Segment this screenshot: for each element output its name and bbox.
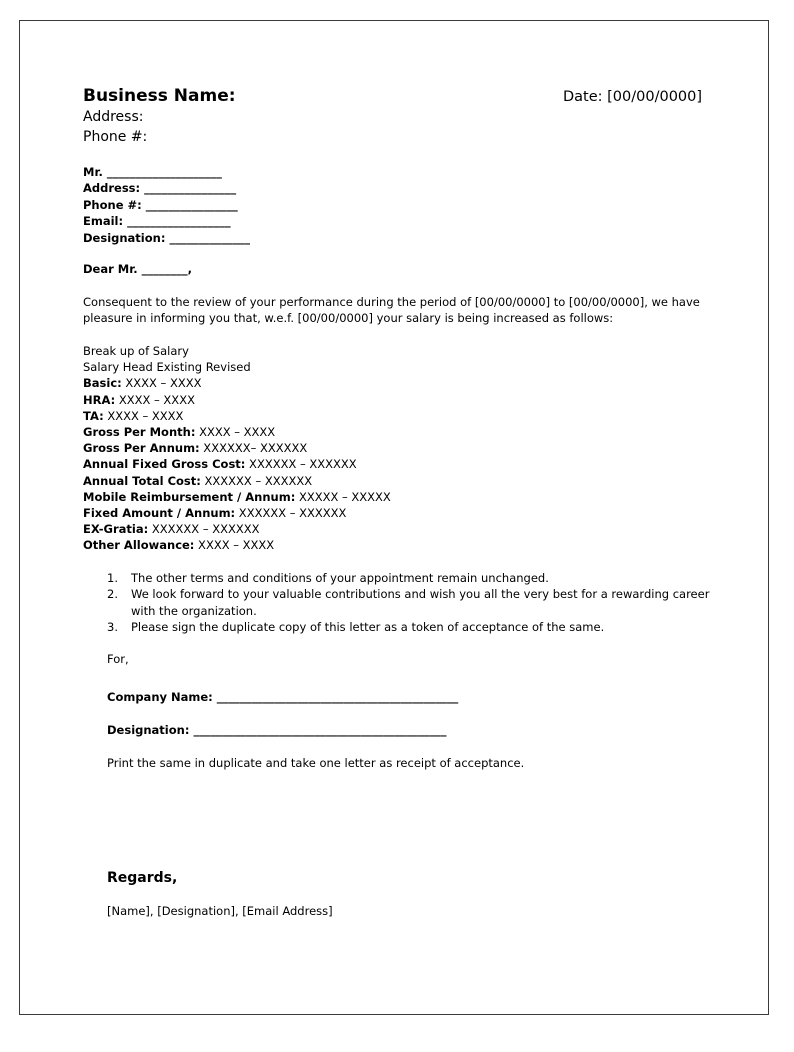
list-number: 1. (107, 571, 118, 585)
salary-row-gross-month (83, 424, 391, 440)
salary-label: Annual Fixed Gross Cost: (83, 457, 246, 472)
salary-value: XXXXXX – XXXXXX (148, 522, 260, 537)
business-name: Business Name: (83, 86, 236, 106)
business-phone: Phone #: (83, 129, 148, 145)
list-text: We look forward to your valuable contributions and wish you all the very best for a rewarding career with the organization. (131, 587, 710, 618)
salary-label: Annual Total Cost: (83, 473, 201, 488)
list-text: Please sign the duplicate copy of this letter as a token of acceptance of the same. (131, 620, 605, 635)
business-address: Address: (83, 109, 144, 125)
salary-value: XXXXX – XXXXX (295, 489, 391, 504)
salary-row-fixed-amount (83, 505, 391, 521)
salary-value: XXXX – XXXX (121, 376, 202, 391)
salary-row-ta (83, 408, 391, 424)
salary-label: Gross Per Month: (83, 424, 196, 439)
salary-row-hra (83, 392, 391, 408)
salary-value: XXXX – XXXX (103, 408, 184, 423)
salary-row-annual-total (83, 473, 391, 489)
salary-value: XXXXXX – XXXXXX (200, 473, 313, 488)
salary-heading: Break up of Salary (83, 344, 189, 358)
salary-value: XXXXXX– XXXXXX (199, 441, 308, 456)
salary-breakup (83, 343, 391, 553)
salary-row-basic (83, 375, 391, 391)
salary-value: XXXX – XXXX (115, 392, 195, 407)
recipient-address: Address: ________________ (83, 181, 237, 196)
recipient-email: Email: __________________ (83, 214, 231, 229)
salary-label: Basic: (83, 376, 122, 391)
salutation: Dear Mr. ________, (83, 262, 192, 276)
list-item (107, 586, 717, 619)
for-label: For, (107, 652, 129, 666)
salary-row-ex-gratia (83, 521, 391, 537)
salary-label: Gross Per Annum: (83, 441, 200, 456)
list-text: The other terms and conditions of your appointment remain unchanged. (131, 571, 549, 585)
salary-value: XXXX – XXXX (194, 538, 275, 553)
company-name-line: Company Name: __________________________________________ (107, 690, 459, 704)
salary-label: TA: (83, 408, 104, 423)
print-note: Print the same in duplicate and take one letter as receipt of acceptance. (107, 756, 525, 770)
recipient-designation: Designation: ______________ (83, 230, 250, 245)
salary-row-gross-annum (83, 440, 391, 456)
list-item (107, 570, 717, 586)
recipient-name: Mr. ____________________ (83, 165, 222, 179)
salary-label: EX-Gratia: (83, 522, 149, 537)
salary-subheading: Salary Head Existing Revised (83, 360, 251, 375)
intro-paragraph: Consequent to the review of your performance during the period of [00/00/0000] to [00/00/0000], we have pleasure in informing you that, w.e.f. [00/00/0000] your salary is being increased as follows: (83, 295, 700, 326)
salary-value: XXXXXX – XXXXXX (235, 505, 347, 520)
recipient-block (83, 164, 250, 246)
signature-line: [Name], [Designation], [Email Address] (107, 904, 333, 918)
list-number: 2. (107, 587, 118, 602)
list-item (107, 619, 717, 635)
salary-row-annual-fixed (83, 456, 391, 472)
salary-label: HRA: (83, 392, 116, 407)
salary-row-mobile (83, 489, 391, 505)
terms-list (107, 570, 717, 636)
salary-label: Fixed Amount / Annum: (83, 505, 236, 520)
recipient-phone: Phone #: ________________ (83, 197, 238, 212)
salary-value: XXXXXX – XXXXXX (245, 457, 357, 472)
salary-label: Mobile Reimbursement / Annum: (83, 489, 296, 504)
salary-label: Other Allowance: (83, 538, 195, 553)
list-number: 3. (107, 620, 118, 635)
salary-row-other-allowance (83, 537, 391, 553)
letter-date: Date: [00/00/0000] (563, 89, 703, 105)
designation-line: Designation: ____________________________________________ (107, 723, 447, 737)
regards: Regards, (107, 870, 178, 886)
salary-value: XXXX – XXXX (195, 424, 276, 439)
